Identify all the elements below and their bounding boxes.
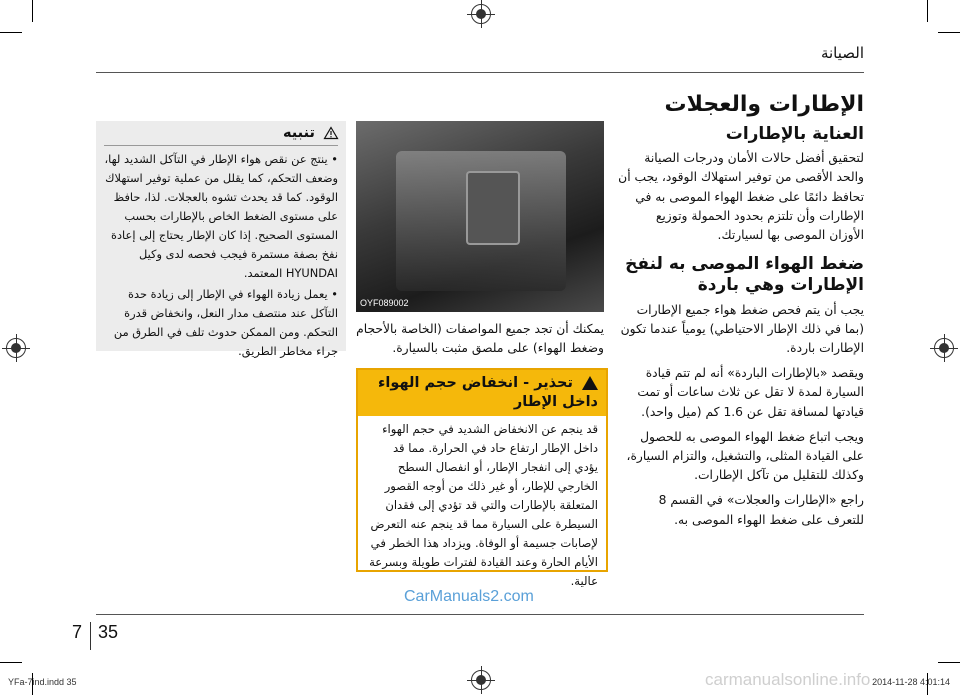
section-title: الصيانة [820,44,864,62]
warning-box [356,368,608,588]
crop-mark [927,0,928,22]
tire-label-photo [356,121,604,312]
crop-mark [32,0,33,22]
notice-header [104,121,338,146]
tire-label-sticker-shape [466,171,520,245]
notice-item-text: يعمل زيادة الهواء في الإطار إلى زيادة حدة التآكل عند منتصف مدار النعل، وانخفاض قدرة التحكم. ومن الممكن حدوث تلف في الطرق من جراء مخاطر الطريق. [113,287,338,358]
registration-mark-icon [934,338,954,358]
page-number: 35 [98,622,119,642]
recommended-pressure-heading: ضغط الهواء الموصى به لنفخ الإطارات وهي باردة [625,254,864,296]
caution-triangle-icon [324,127,338,139]
crop-mark [0,32,22,33]
notice-box [96,121,346,358]
print-date: 2014-11-28 4:01:14 [872,677,950,687]
pressure-paragraph: ويقصد «بالإطارات الباردة» أنه لم تتم قيادة السيارة لمدة لا تقل عن ثلاث ساعات أو تمت قيادتها لمسافة تقل عن 1.6 كم (ميل واحد). [637,366,864,419]
tire-care-heading: العناية بالإطارات [725,124,864,144]
figure-caption: يمكنك أن تجد جميع المواصفات (الخاصة بالأحجام وضغط الهواء) على ملصق مثبت بالسيارة. [356,322,604,355]
site-watermark: carmanualsonline.info [705,670,871,689]
crop-mark [938,32,960,33]
notice-item-text: ينتج عن نقص هواء الإطار في التآكل الشديد لها، وضعف التحكم، كما يقلل من عملية توفير استهلاك الوقود. كما قد يحدث تشوه بالعجلات. لذا، حافظ على مستوى الضغط الخاص بالإطارات بحسب المستوى الصحيح. إذا كان الإطار يحتاج إلى إعادة نفخ بصفة مستمرة فيجب فحصه لدى وكيل HYUNDAI المعتمد. [104,152,338,280]
registration-mark-icon [471,4,491,24]
recommended-pressure-section [618,254,864,536]
warning-title: تحذير - انخفاض حجم الهواء داخل الإطار [378,375,598,410]
warning-header [358,370,606,416]
watermark-link[interactable]: CarManuals2.com [404,588,534,605]
crop-mark [0,662,22,663]
file-info: YFa-7ind.indd 35 [8,677,77,687]
crop-mark [938,662,960,663]
pressure-paragraph: راجع «الإطارات والعجلات» في القسم 8 للتعرف على ضغط الهواء الموصى به. [658,493,864,527]
chapter-number: 7 [72,622,83,642]
warning-body: قد ينجم عن الانخفاض الشديد في حجم الهواء داخل الإطار ارتفاع حاد في الحرارة. مما قد يؤدي إلى انفجار الإطار، أو انفصال السطح الخارجي للإطار، أو غير ذلك من أوجه القصور المتعلقة بالإطارات والتي قد تؤدي إلى فقدان السيطرة على السيارة مما قد ينجم عنه التعرض لإصابات جسيمة أو الوفاة. ويزداد هذا الخطر في الأيام الحارة وعند القيادة لفترات طويلة وبسرعة عالية. [369,422,598,588]
pressure-paragraph: ويجب اتباع ضغط الهواء الموصى به للحصول على القيادة المثلى، والتشغيل، والتزام السيارة، وكذلك للتقليل من تآكل الإطارات. [626,429,864,483]
tire-care-body: لتحقيق أفضل حالات الأمان ودرجات الصيانة والحد الأقصى من توفير استهلاك الوقود، يجب أن تحافظ دائمًا على ضغط الهواء الموصى به في الإطارات وأن تلتزم بحدود الحمولة وتوزيع الأوزان الموصى بها لسيارتك. [618,151,864,243]
registration-mark-icon [471,670,491,690]
page-number-divider [90,622,91,650]
notice-body [96,146,346,367]
warning-triangle-icon [582,376,598,390]
page-title: الإطارات والعجلات [664,92,864,117]
registration-mark-icon [6,338,26,358]
tire-care-section [618,124,864,251]
notice-item: • يعمل زيادة الهواء في الإطار إلى زيادة حدة التآكل عند منتصف مدار النعل، وانخفاض قدرة التحكم. ومن الممكن حدوث تلف في الطرق من جراء مخاطر الطريق. [113,287,338,358]
notice-item: • ينتج عن نقص هواء الإطار في التآكل الشديد لها، وضعف التحكم، كما يقلل من عملية توفير استهلاك الوقود. كما قد يحدث تشوه بالعجلات. لذا، حافظ على مستوى الضغط الخاص بالإطارات بحسب المستوى الصحيح. إذا كان الإطار يحتاج إلى إعادة نفخ بصفة مستمرة فيجب فحصه لدى وكيل HYUNDAI المعتمد. [104,152,338,280]
figure-code: OYF089002 [360,298,409,308]
notice-title: تنبيه [282,125,315,141]
footer-divider [96,614,864,615]
header-divider [96,72,864,73]
pressure-paragraph: يجب أن يتم فحص ضغط هواء جميع الإطارات (بما في ذلك الإطار الاحتياطي) يومياً عندما تكون الإطارات باردة. [620,302,864,355]
